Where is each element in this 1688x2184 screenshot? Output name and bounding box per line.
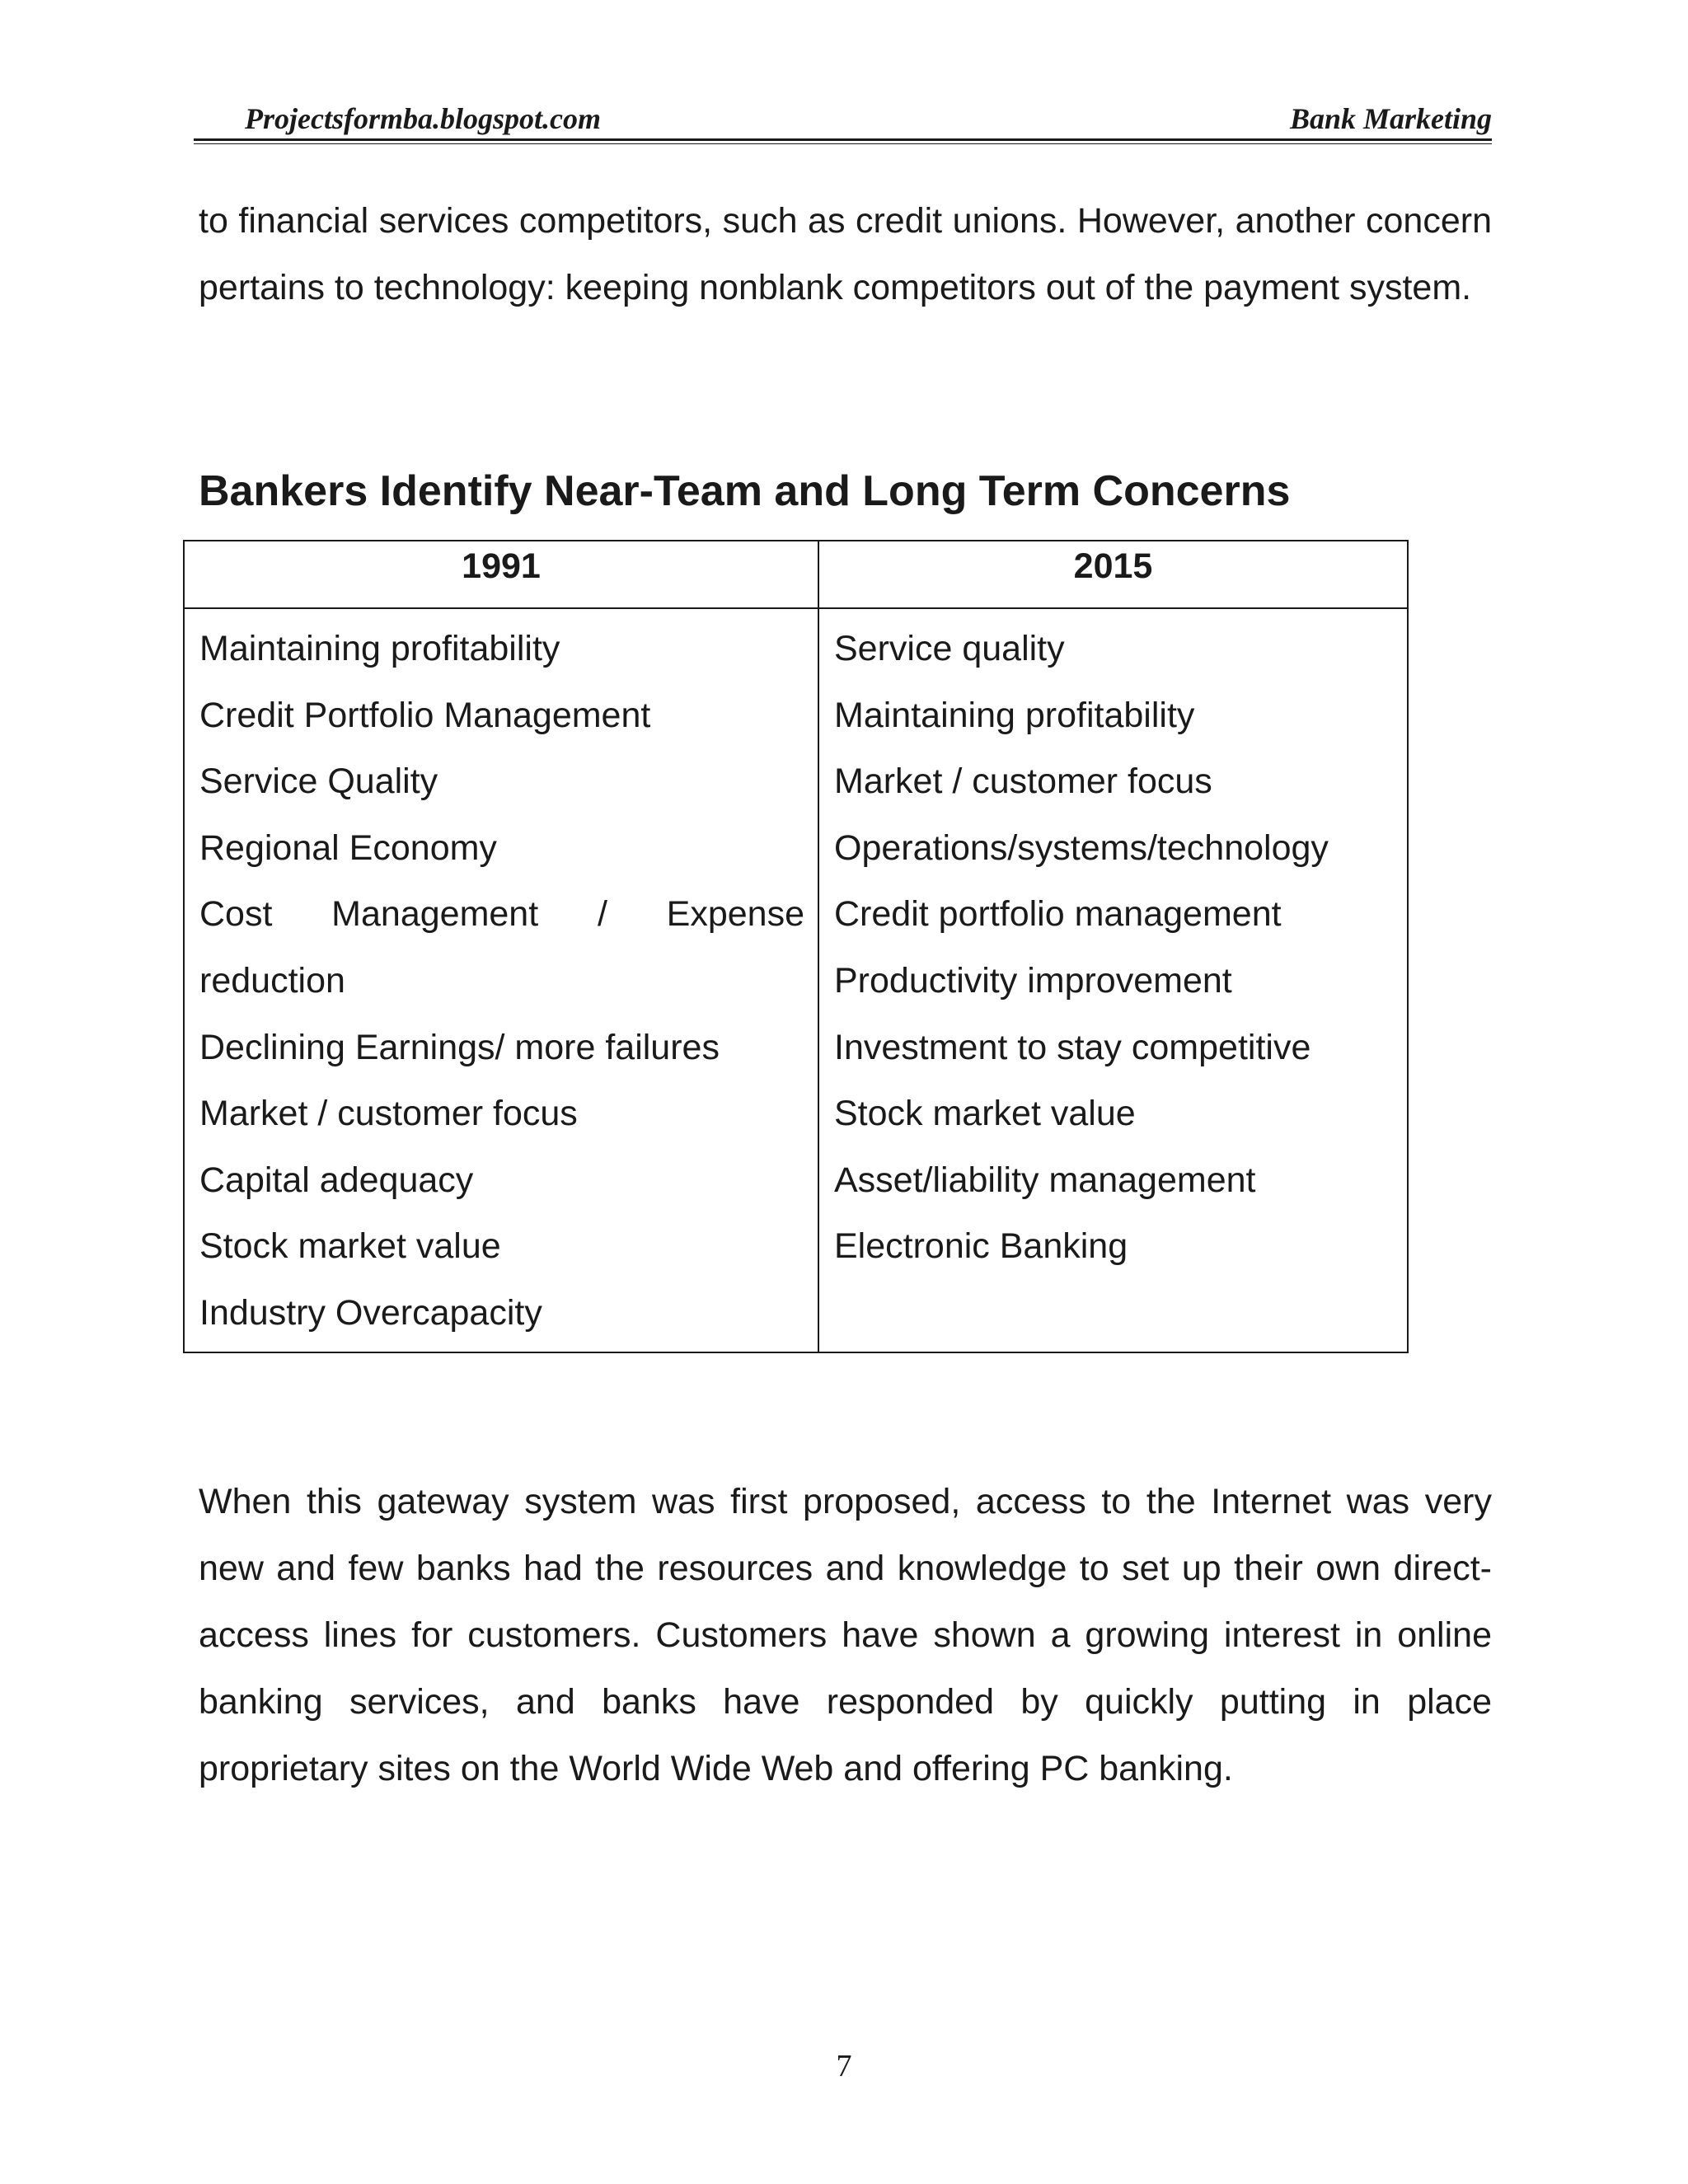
list-item: Operations/systems/technology: [834, 827, 1329, 868]
body-paragraph-1: to financial services competitors, such as credit unions. However, another concern pertains to technology: keeping nonblank competitors out of the payment system.: [199, 201, 1492, 307]
list-item: Industry Overcapacity: [199, 1292, 542, 1333]
column-header-1991: 1991: [184, 541, 818, 608]
header-rule-thin: [194, 143, 1492, 144]
list-item: Productivity improvement: [834, 960, 1232, 1001]
list-item: Investment to stay competitive: [834, 1027, 1311, 1067]
list-item: Cost Management / Expense: [199, 894, 804, 935]
table-row: [184, 608, 1408, 1352]
concerns-table: [183, 540, 1409, 1353]
list-item: Stock market value: [199, 1226, 501, 1267]
header-document-title: Bank Marketing: [1289, 102, 1492, 135]
concerns-2015-cell: [818, 608, 1408, 1352]
list-item: Maintaining profitability: [199, 629, 560, 668]
table-header-row: [184, 541, 1408, 608]
list-item: Declining Earnings/ more failures: [199, 1027, 720, 1067]
table-title: Bankers Identify Near-Team and Long Term Concerns: [199, 467, 1291, 515]
column-header-2015: 2015: [818, 541, 1408, 608]
list-item: Service quality: [834, 629, 1065, 668]
list-item: Capital adequacy: [199, 1160, 474, 1200]
list-item: Market / customer focus: [199, 1094, 578, 1134]
page-number: 7: [836, 2049, 852, 2083]
header-rule: [194, 138, 1492, 141]
page-header: [194, 97, 1492, 140]
list-item: Electronic Banking: [834, 1226, 1128, 1267]
list-item: reduction: [199, 960, 345, 1001]
list-item: Service Quality: [199, 762, 438, 802]
header-site-name: Projectsformba.blogspot.com: [245, 102, 601, 135]
concerns-1991-cell: [184, 608, 818, 1352]
list-item: Maintaining profitability: [834, 695, 1195, 735]
list-item: Stock market value: [834, 1094, 1136, 1134]
list-item: Market / customer focus: [834, 762, 1212, 802]
list-item: Asset/liability management: [834, 1160, 1256, 1200]
list-item: Credit Portfolio Management: [199, 695, 651, 735]
list-item: Credit portfolio management: [834, 894, 1282, 935]
body-paragraph-2: When this gateway system was first proposed, access to the Internet was very new and few banks had the resources and knowledge to set up their own direct-access lines for customers. Customers have shown a growing interest in online banking services, and banks have responded by quickly putting in place proprietary sites on the World Wide Web and offering PC banking.: [199, 1482, 1492, 1788]
list-item: Regional Economy: [199, 827, 497, 868]
